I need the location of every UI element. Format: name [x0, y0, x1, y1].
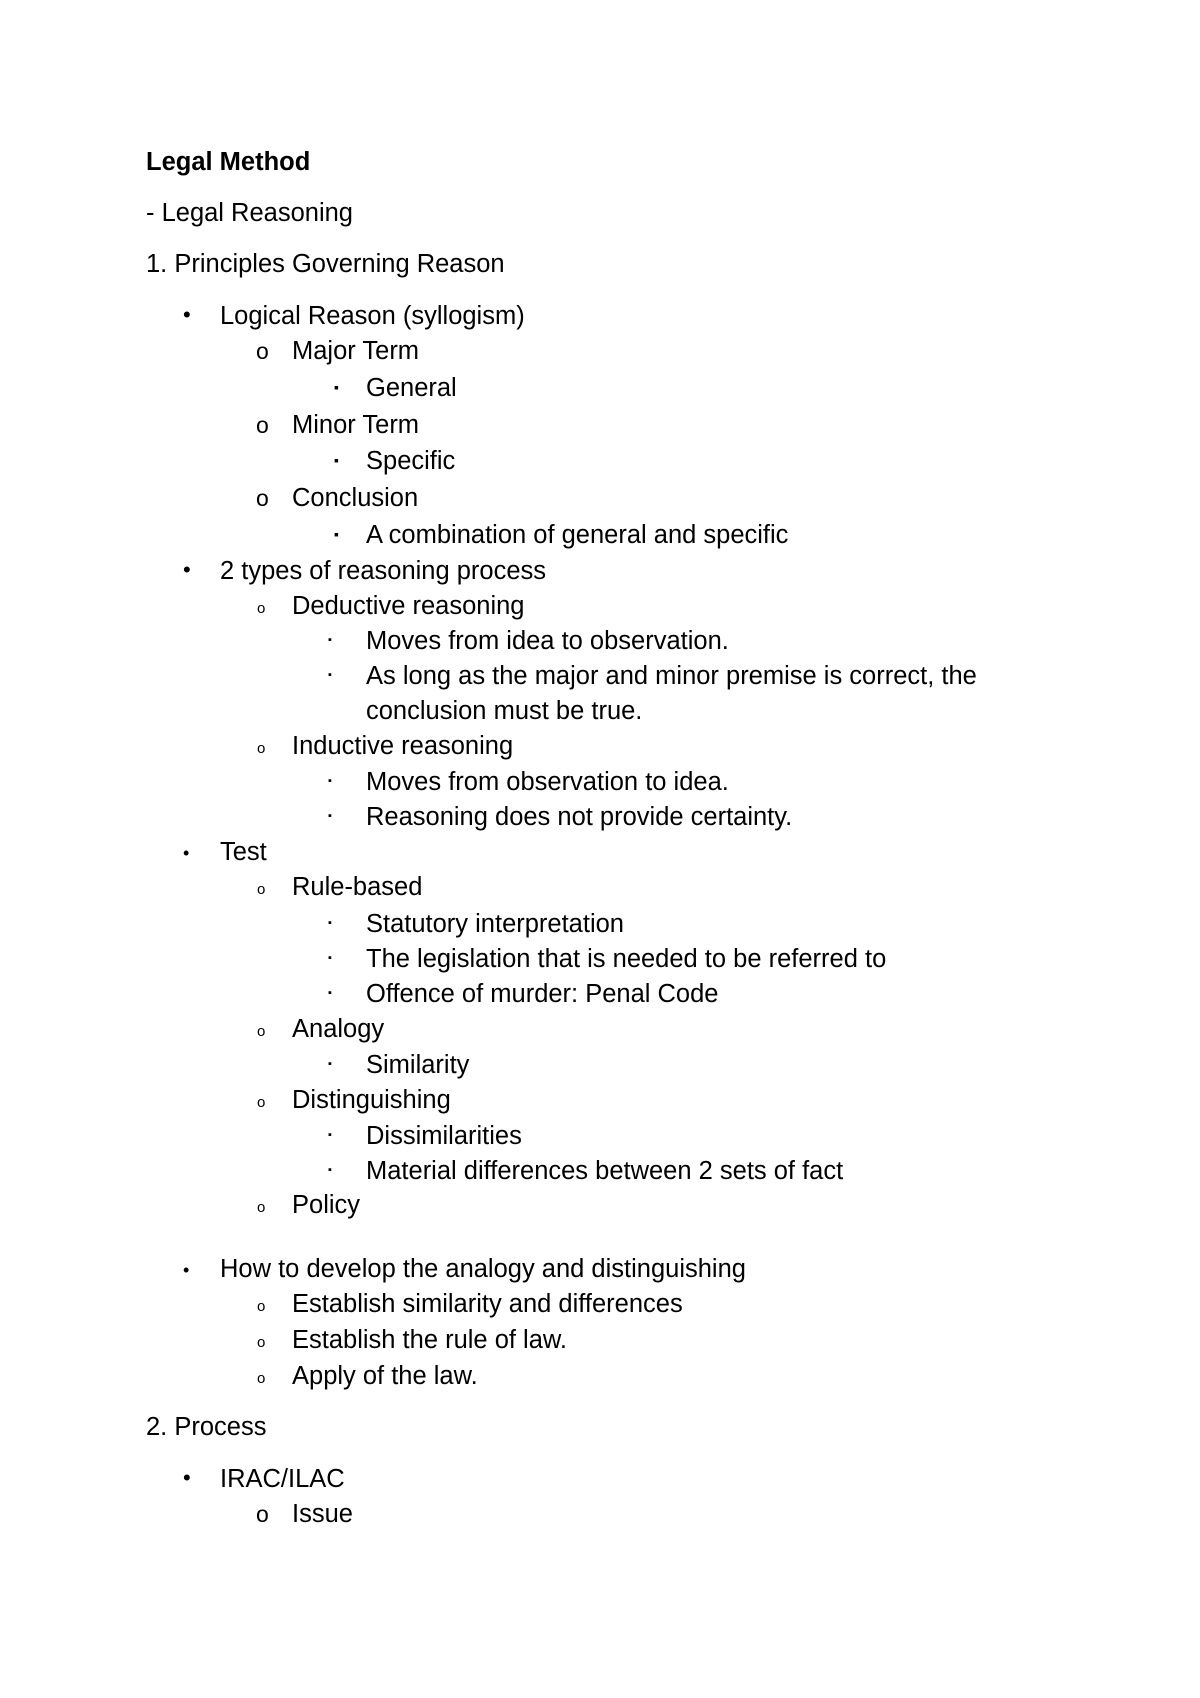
bullet-icon: ▪	[334, 452, 339, 468]
bullet-icon: o	[257, 1298, 266, 1315]
bullet-icon: ▪	[328, 987, 332, 999]
bullet-icon: •	[183, 557, 191, 582]
list-item: A combination of general and specific	[366, 521, 789, 549]
bullet-icon: ▪	[334, 526, 339, 542]
list-item: Deductive reasoning	[292, 592, 525, 620]
list-item: Reasoning does not provide certainty.	[366, 803, 793, 831]
list-item: Analogy	[292, 1015, 385, 1043]
list-item: The legislation that is needed to be referred to	[366, 945, 887, 973]
list-item: Moves from observation to idea.	[366, 768, 729, 796]
document-subtitle: - Legal Reasoning	[146, 199, 353, 227]
list-item-continuation: conclusion must be true.	[366, 697, 643, 725]
bullet-icon: ▪	[334, 379, 339, 395]
list-item: Distinguishing	[292, 1086, 451, 1114]
list-item: Rule-based	[292, 873, 423, 901]
bullet-icon: •	[183, 1260, 190, 1280]
list-item: Test	[220, 838, 267, 866]
list-item: IRAC/ILAC	[220, 1465, 345, 1493]
list-item: Apply of the law.	[292, 1362, 478, 1390]
list-item: As long as the major and minor premise is correct, the	[366, 662, 977, 690]
bullet-icon: o	[257, 1334, 266, 1351]
list-item: Dissimilarities	[366, 1122, 522, 1150]
list-item: Logical Reason (syllogism)	[220, 302, 525, 330]
bullet-icon: o	[256, 1501, 269, 1527]
bullet-icon: o	[257, 1370, 266, 1387]
bullet-icon: •	[183, 1465, 191, 1490]
section-heading: 2. Process	[146, 1413, 267, 1441]
bullet-icon: ▪	[328, 952, 332, 964]
bullet-icon: ▪	[328, 917, 332, 929]
bullet-icon: ▪	[328, 810, 332, 822]
bullet-icon: •	[183, 302, 191, 327]
list-item: Establish similarity and differences	[292, 1290, 683, 1318]
section-heading: 1. Principles Governing Reason	[146, 250, 505, 278]
document-title: Legal Method	[146, 148, 311, 176]
bullet-icon: o	[257, 600, 266, 617]
list-item: General	[366, 374, 457, 402]
bullet-icon: o	[256, 412, 269, 438]
bullet-icon: ▪	[328, 1058, 332, 1070]
list-item: Moves from idea to observation.	[366, 627, 729, 655]
list-item: Material differences between 2 sets of fact	[366, 1157, 844, 1185]
bullet-icon: o	[256, 338, 269, 364]
list-item: Statutory interpretation	[366, 910, 624, 938]
list-item: Minor Term	[292, 411, 420, 439]
bullet-icon: o	[257, 1094, 266, 1111]
bullet-icon: ▪	[328, 1164, 332, 1176]
bullet-icon: •	[183, 843, 190, 863]
bullet-icon: ▪	[328, 669, 332, 681]
list-item: Specific	[366, 447, 456, 475]
bullet-icon: ▪	[328, 1129, 332, 1141]
list-item: Offence of murder: Penal Code	[366, 980, 719, 1008]
bullet-icon: ▪	[328, 634, 332, 646]
list-item: Major Term	[292, 337, 420, 365]
list-item: Conclusion	[292, 484, 419, 512]
bullet-icon: ▪	[328, 775, 332, 787]
bullet-icon: o	[257, 1199, 266, 1216]
bullet-icon: o	[256, 485, 269, 511]
list-item: 2 types of reasoning process	[220, 557, 547, 585]
list-item: Inductive reasoning	[292, 732, 514, 760]
list-item: How to develop the analogy and distinguishing	[220, 1255, 746, 1283]
list-item: Similarity	[366, 1051, 470, 1079]
bullet-icon: o	[257, 881, 266, 898]
bullet-icon: o	[257, 1023, 266, 1040]
bullet-icon: o	[257, 740, 266, 757]
list-item: Policy	[292, 1191, 361, 1219]
list-item: Issue	[292, 1500, 353, 1528]
list-item: Establish the rule of law.	[292, 1326, 567, 1354]
